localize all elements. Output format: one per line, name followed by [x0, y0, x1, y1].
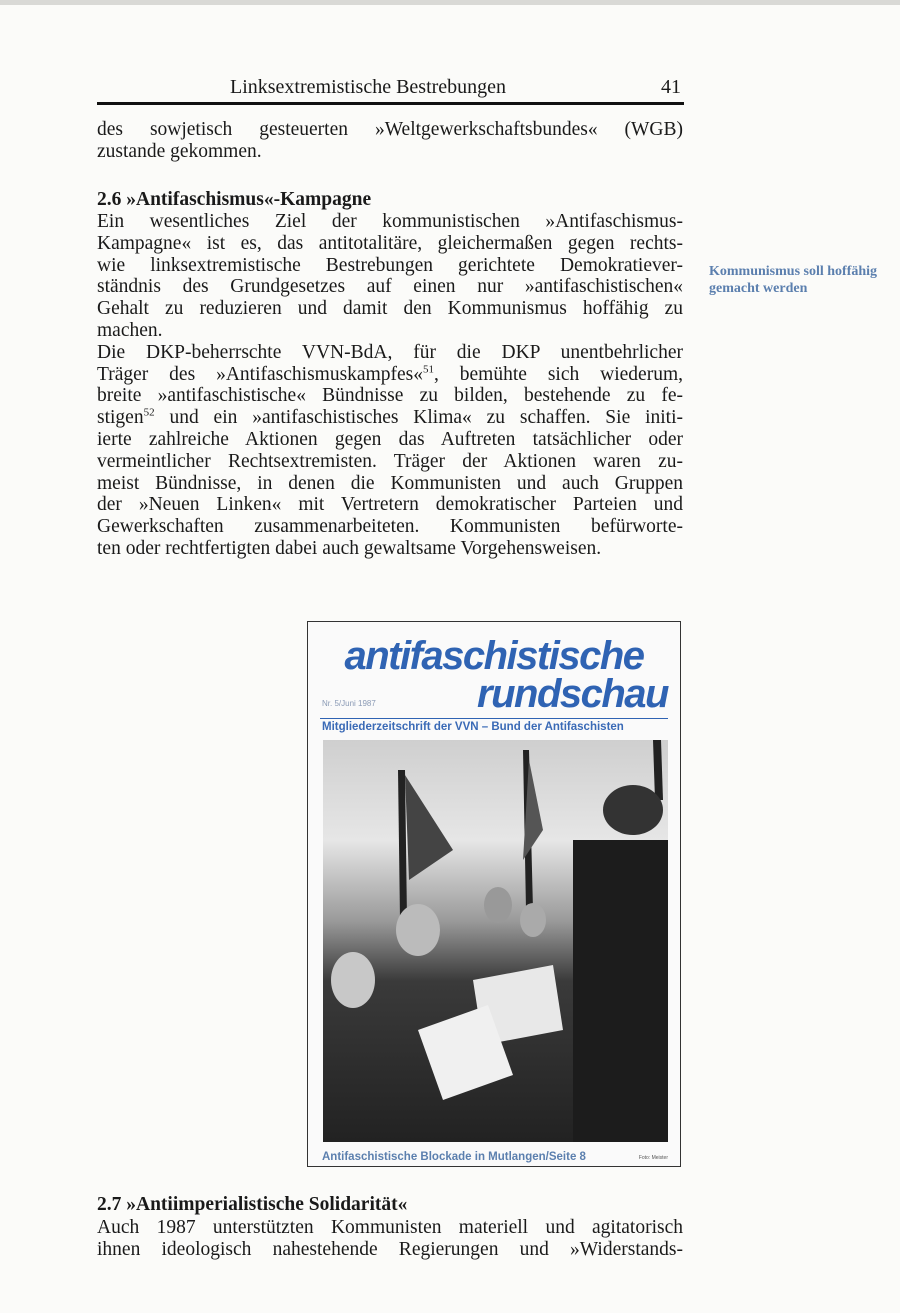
text-line	[97, 451, 683, 473]
text-line	[97, 538, 683, 560]
section-heading-2-7: 2.7 »Antiimperialistische Solidarität«	[97, 1194, 408, 1215]
footnote-ref[interactable]: 51	[422, 363, 434, 376]
text-line	[97, 1217, 683, 1239]
line-text: Kampagne« ist es, das antitotalitäre, gleichermaßen gegen rechts-	[97, 232, 683, 254]
line-text: machen.	[97, 319, 163, 341]
section-2-6-body	[97, 211, 683, 560]
line-text: stigen	[97, 407, 144, 429]
line-text: , bemühte sich wiederum,	[433, 363, 684, 385]
section-heading-2-6: 2.6 »Antifaschismus«-Kampagne	[97, 189, 372, 210]
line-text: breite »antifaschistische« Bündnisse zu bilden, bestehende zu fe-	[97, 385, 683, 407]
line-text: Träger des »Antifaschismuskampfes«	[97, 363, 423, 385]
text-line	[97, 407, 683, 429]
cover-subtitle: Mitgliederzeitschrift der VVN – Bund der Antifaschisten	[322, 721, 624, 733]
cover-issue: Nr. 5/Juni 1987	[322, 699, 376, 708]
line-text: Ein wesentliches Ziel der kommunistischen »Antifaschismus-	[97, 211, 683, 232]
text-line	[97, 211, 683, 233]
text-line	[97, 1239, 683, 1261]
cover-rule	[320, 718, 668, 719]
text-line	[97, 298, 683, 320]
text-line	[97, 385, 683, 407]
page-number: 41	[661, 76, 681, 98]
text-line	[97, 233, 683, 255]
text-line	[97, 364, 683, 386]
magazine-cover-figure	[307, 621, 681, 1167]
cover-photo	[323, 740, 668, 1142]
intro-paragraph	[97, 119, 683, 163]
text-line	[97, 473, 683, 495]
text-line: des sowjetisch gesteuerten »Weltgewerkschaftsbundes« (WGB)	[97, 119, 683, 140]
line-text: ständnis des Grundgesetzes auf einen nur »antifaschistischen«	[97, 276, 683, 298]
protest-photo-illustration	[323, 740, 668, 1142]
margin-note: Kommunismus soll hoffähig gemacht werden	[709, 264, 878, 296]
line-text: ierte zahlreiche Aktionen gegen das Auftreten tatsächlicher oder	[97, 428, 683, 450]
line-text: und ein »antifaschistisches Klima« zu schaffen. Sie initi-	[154, 407, 683, 429]
line-text: vermeintlicher Rechtsextremisten. Träger der Aktionen waren zu-	[97, 450, 683, 472]
text-line	[97, 494, 683, 516]
cover-title-line2: rundschau	[477, 672, 668, 716]
text-line	[97, 255, 683, 277]
section-2-7-body	[97, 1217, 683, 1261]
text-line	[97, 516, 683, 538]
line-text: meist Bündnisse, in denen die Kommunisten und auch Gruppen	[97, 472, 683, 494]
line-text: wie linksextremistische Bestrebungen gerichtete Demokratiever-	[97, 254, 683, 276]
line-text: der »Neuen Linken« mit Vertretern demokratischer Parteien und	[97, 494, 683, 516]
line-text: Die DKP-beherrschte VVN-BdA, für die DKP unentbehrlicher	[97, 341, 683, 363]
line-text: ihnen ideologisch nahestehende Regierungen und »Widerstands-	[97, 1238, 683, 1260]
line-text: Gehalt zu reduzieren und damit den Kommunismus hoffähig zu	[97, 298, 683, 320]
line-text: Gewerkschaften zusammenarbeiteten. Kommunisten befürworte-	[97, 516, 683, 538]
cover-caption: Antifaschistische Blockade in Mutlangen/Seite 8	[322, 1151, 586, 1163]
header-rule	[97, 102, 684, 105]
cover-title-line1: antifaschistische	[344, 634, 644, 678]
photo-credit: Foto: Meister	[638, 1155, 668, 1161]
line-text: Auch 1987 unterstützten Kommunisten materiell und agitatorisch	[97, 1217, 683, 1238]
text-line	[97, 429, 683, 451]
running-header: Linksextremistische Bestrebungen	[230, 76, 507, 98]
line-text: ten oder rechtfertigten dabei auch gewaltsame Vorgehensweisen.	[97, 537, 602, 559]
footnote-ref[interactable]: 52	[143, 406, 155, 419]
text-line	[97, 342, 683, 364]
text-line: zustande gekommen.	[97, 140, 262, 162]
text-line	[97, 276, 683, 298]
text-line	[97, 320, 683, 342]
scan-edge	[0, 0, 900, 5]
